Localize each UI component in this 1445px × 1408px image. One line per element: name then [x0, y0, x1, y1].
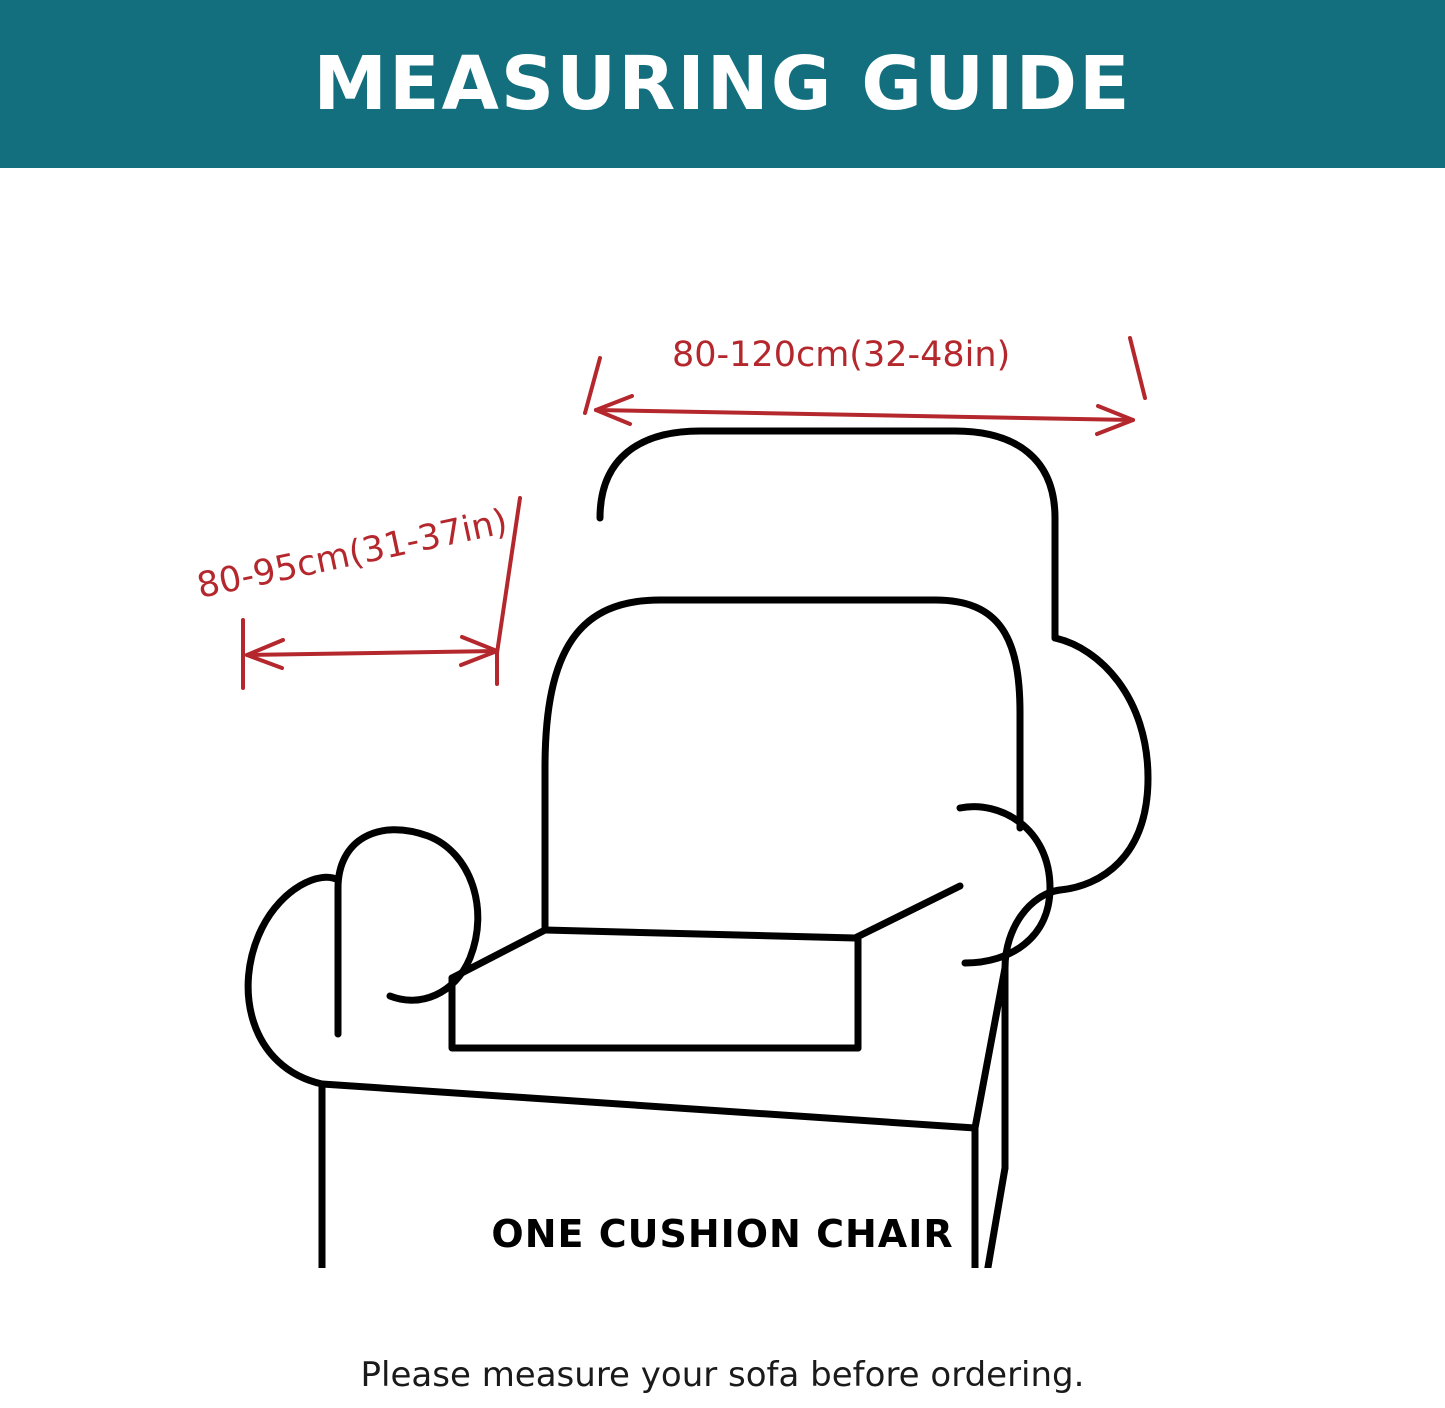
footer-note: Please measure your sofa before ordering. [360, 1355, 1085, 1395]
header-banner [0, 0, 1445, 168]
diagram-caption: ONE CUSHION CHAIR [491, 1212, 954, 1256]
page-title: MEASURING GUIDE [313, 41, 1132, 127]
dimension-depth-label: 80-95cm(31-37in) [193, 501, 511, 607]
chair-diagram [0, 168, 1445, 1268]
dimension-width-label: 80-120cm(32-48in) [672, 335, 1011, 375]
chair-diagram-svg [0, 168, 1445, 1268]
